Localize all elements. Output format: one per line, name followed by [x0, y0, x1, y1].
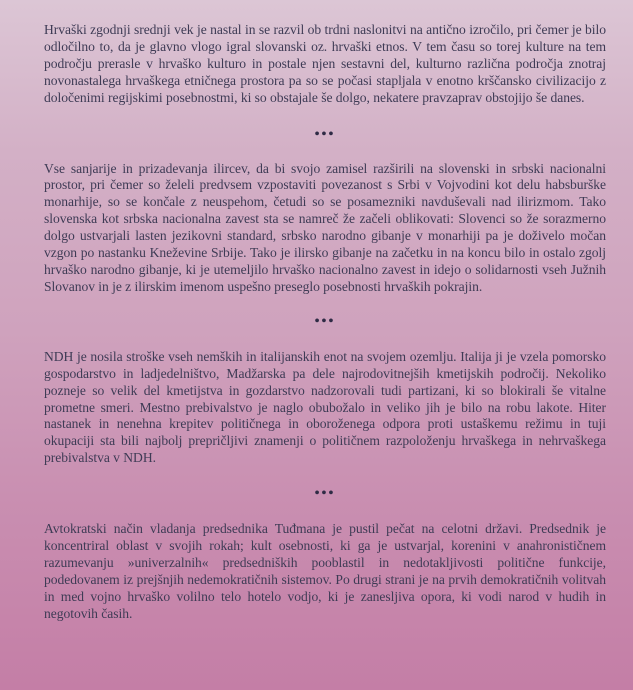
- section-separator: •••: [314, 126, 336, 142]
- paragraph-early-middle-ages: Hrvaški zgodnji srednji vek je nastal in se razvil ob trdni naslonitvi na antično izročilo, pri čemer je bilo odločilno to, da je glavno vlogo igral slovanski oz. hrvaški etnos. V tem času so torej kulture na tem področju prerasle v hrvaško kulturo in postale njen sestavni del, kulturno različna področja znotraj novonastalega hrvaškega etničnega prostora pa so se počasi stapljala v enotno krščansko civilizacijo z določenimi regijskimi posebnostmi, ki so obstajale še dolgo, nekatere pravzaprav obstojijo še danes.: [44, 22, 606, 105]
- section-separator: •••: [314, 486, 336, 502]
- paragraph-ndh: NDH je nosila stroške vseh nemških in italijanskih enot na svojem ozemlju. Italija ji je vzela pomorsko gospodarstvo in ladjedelništvo, Madžarska pa dele najrodovitnejših kmetijskih področij. Nekoliko pozneje so velik del kmetijstva in gozdarstvo nadzorovali tudi partizani, ki so blokirali še vitalne prometne smeri. Mestno prebivalstvo je naglo obubožalo in veliko jih je bilo na robu lakote. Hiter nastanek in nenehna krepitev političnega in oboroženega odpora proti ustaškemu režimu in tuji okupaciji sta bili najbolj prepričljivi znamenji o političnem razpoloženju hrvaškega in nehrvaškega prebivalstva v NDH.: [44, 348, 606, 466]
- paragraph-illyrian-movement: Vse sanjarije in prizadevanja ilircev, da bi svojo zamisel razširili na slovenski in srbski nacionalni prostor, pri čemer so želeli predvsem vzpostaviti povezanost s Srbi v Vojvodini kot delu habsburške monarhije, so se končale z neuspehom, četudi so se posamezniki navduševali nad ilirizmom. Tako slovenska kot srbska nacionalna zavest sta se namreč že začeli oblikovati: Slovenci so že sorazmerno dolgo ustvarjali lasten jezikovni standard, srbsko narodno gibanje v monarhiji pa je doživelo močan vzgon po nastanku Kneževine Srbije. Tako je ilirsko gibanje na začetku in na koncu bilo in ostalo zgolj hrvaško narodno gibanje, ki je utemeljilo hrvaško nacionalno zavest in idejo o solidarnosti vseh Južnih Slovanov in je z ilirskim imenom uspešno preseglo posebnosti hrvaških pokrajin.: [44, 160, 606, 294]
- paragraph-tudjman: Avtokratski način vladanja predsednika Tuđmana je pustil pečat na celotni državi. Predsednik je koncentriral oblast v svojih rokah; kult osebnosti, ki ga je ustvarjal, korenini v anahronističnem razumevanju »univerzalnih« predsedniških pooblastil in nedotakljivosti politične funkcije, podedovanem iz prejšnjih nedemokratičnih sistemov. Po drugi strani je na prvih demokratičnih volitvah in med vojno hrvaško volilno telo hotelo vodjo, ki je zanesljiva opora, ki vodi narod v hudih in negotovih časih.: [44, 521, 606, 621]
- section-separator: •••: [314, 313, 336, 329]
- document-page: [44, 22, 606, 623]
